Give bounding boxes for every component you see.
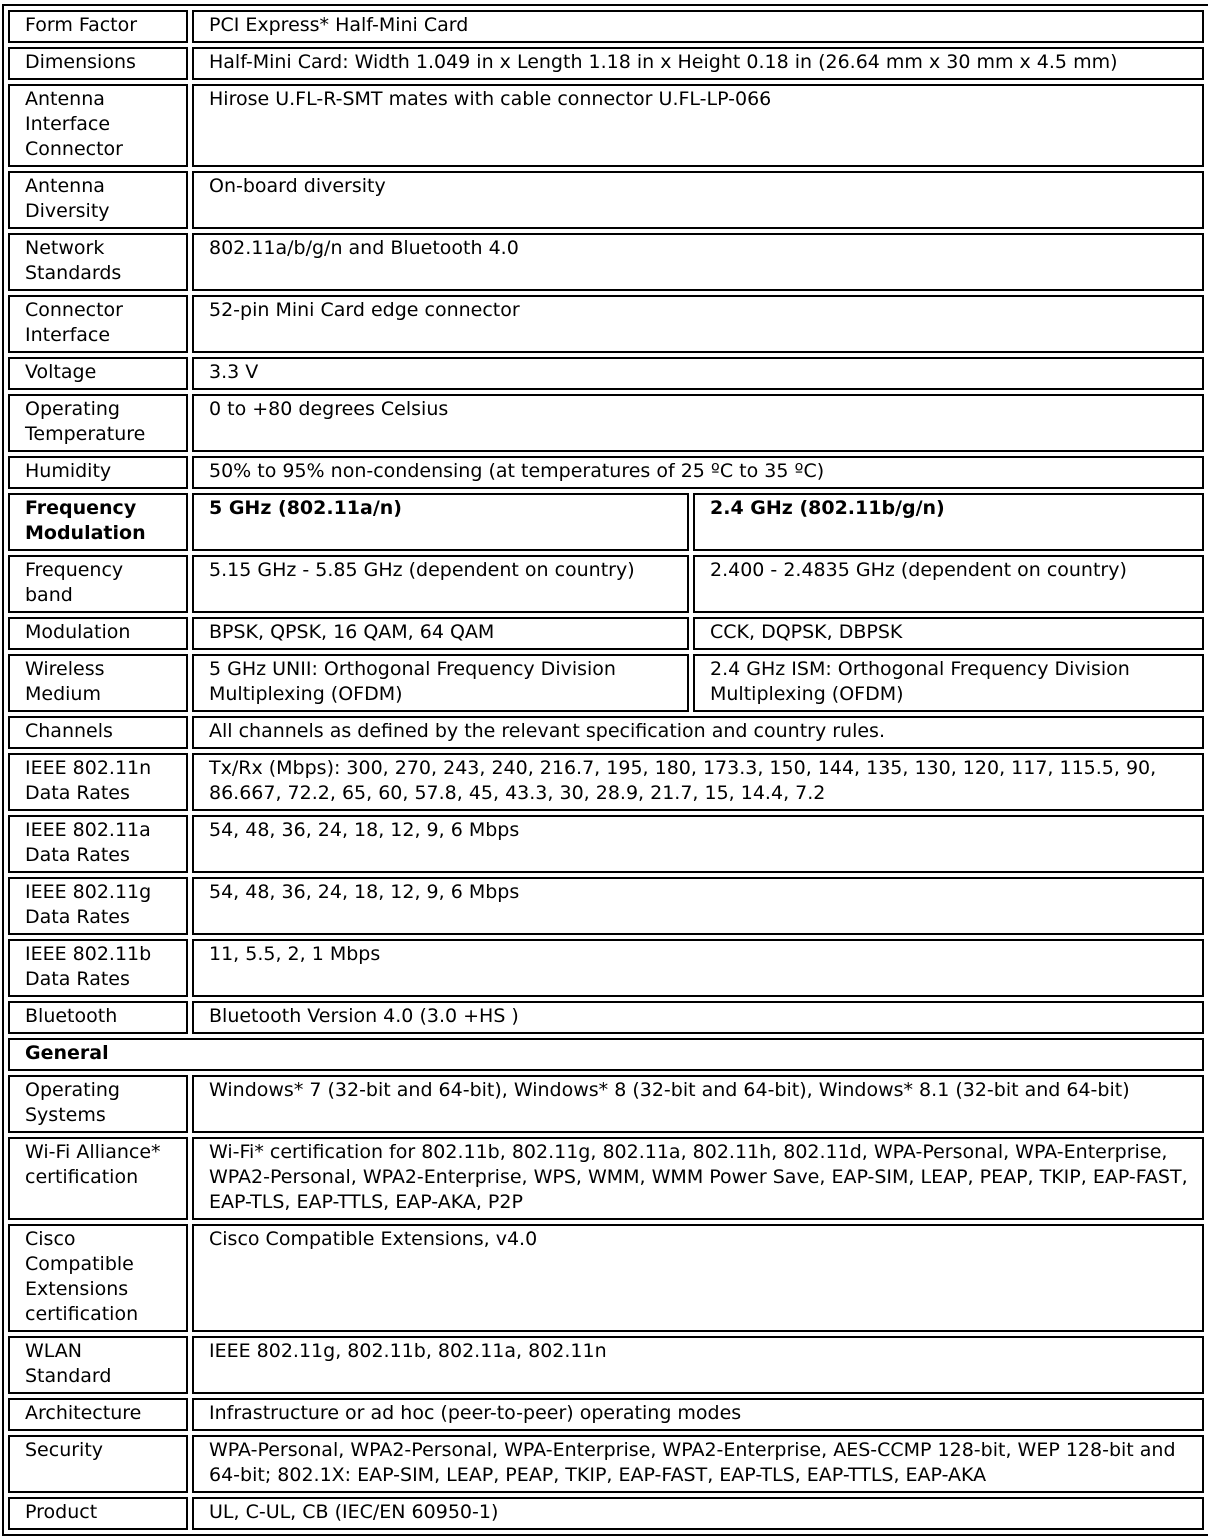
row-value: UL, C-UL, CB (IEC/EN 60950-1) [192,1497,1204,1530]
table-row [8,1497,1204,1530]
value-5ghz: BPSK, QPSK, 16 QAM, 64 QAM [192,617,689,650]
row-label: WLAN Standard [8,1336,188,1394]
table-row [8,555,1204,613]
table-row [8,357,1204,390]
table-row [8,456,1204,489]
table-row [8,877,1204,935]
row-value: 50% to 95% non-condensing (at temperatures of 25 ºC to 35 ºC) [192,456,1204,489]
row-label: IEEE 802.11b Data Rates [8,939,188,997]
row-label: Operating Temperature [8,394,188,452]
row-value: IEEE 802.11g, 802.11b, 802.11a, 802.11n [192,1336,1204,1394]
row-value: 802.11a/b/g/n and Bluetooth 4.0 [192,233,1204,291]
table-row [8,84,1204,167]
row-value: On-board diversity [192,171,1204,229]
row-label: Modulation [8,617,188,650]
table-row [8,1435,1204,1493]
row-label: Antenna Interface Connector [8,84,188,167]
row-label: Operating Systems [8,1075,188,1133]
value-2-4ghz: 2.400 - 2.4835 GHz (dependent on country) [693,555,1204,613]
table-row [8,617,1204,650]
row-value: Windows* 7 (32-bit and 64-bit), Windows* 8 (32-bit and 64-bit), Windows* 8.1 (32-bit and 64-bit) [192,1075,1204,1133]
table-row [8,1001,1204,1034]
table-row [8,815,1204,873]
row-label: Bluetooth [8,1001,188,1034]
row-label: Product [8,1497,188,1530]
table-row [8,10,1204,43]
column-heading-2-4ghz: 2.4 GHz (802.11b/g/n) [693,493,1204,551]
value-5ghz: 5 GHz UNII: Orthogonal Frequency Division Multiplexing (OFDM) [192,654,689,712]
table-row [8,233,1204,291]
row-label: IEEE 802.11n Data Rates [8,753,188,811]
table-row [8,394,1204,452]
row-value: 11, 5.5, 2, 1 Mbps [192,939,1204,997]
table-row [8,1075,1204,1133]
column-heading-5ghz: 5 GHz (802.11a/n) [192,493,689,551]
row-value: Hirose U.FL-R-SMT mates with cable connector U.FL-LP-066 [192,84,1204,167]
row-label: Voltage [8,357,188,390]
row-value: Cisco Compatible Extensions, v4.0 [192,1224,1204,1332]
table-row [8,1398,1204,1431]
row-label: Security [8,1435,188,1493]
general-section-row [8,1038,1204,1071]
table-row [8,1224,1204,1332]
table-row [8,295,1204,353]
value-2-4ghz: CCK, DQPSK, DBPSK [693,617,1204,650]
general-heading: General [8,1038,1204,1071]
row-value: 0 to +80 degrees Celsius [192,394,1204,452]
row-label: Dimensions [8,47,188,80]
row-value: 54, 48, 36, 24, 18, 12, 9, 6 Mbps [192,815,1204,873]
row-label: IEEE 802.11a Data Rates [8,815,188,873]
row-label: Wi-Fi Alliance* certification [8,1137,188,1220]
row-value: Bluetooth Version 4.0 (3.0 +HS ) [192,1001,1204,1034]
row-label: Network Standards [8,233,188,291]
row-value: 54, 48, 36, 24, 18, 12, 9, 6 Mbps [192,877,1204,935]
table-row [8,654,1204,712]
row-value: WPA-Personal, WPA2-Personal, WPA-Enterprise, WPA2-Enterprise, AES-CCMP 128-bit, WEP 128-bit and 64-bit; 802.1X: EAP-SIM, LEAP, PEAP, TKIP, EAP-FAST, EAP-TLS, EAP-TTLS, EAP-AKA [192,1435,1204,1493]
table-row [8,716,1204,749]
row-label: Cisco Compatible Extensions certification [8,1224,188,1332]
row-label: Connector Interface [8,295,188,353]
row-value: 3.3 V [192,357,1204,390]
row-value: Infrastructure or ad hoc (peer-to-peer) operating modes [192,1398,1204,1431]
row-value: Half-Mini Card: Width 1.049 in x Length 1.18 in x Height 0.18 in (26.64 mm x 30 mm x 4.5 mm) [192,47,1204,80]
row-value: 52-pin Mini Card edge connector [192,295,1204,353]
table-row [8,753,1204,811]
row-label: Humidity [8,456,188,489]
frequency-header-row [8,493,1204,551]
row-value: Wi-Fi* certification for 802.11b, 802.11g, 802.11a, 802.11h, 802.11d, WPA-Personal, WPA-Enterprise, WPA2-Personal, WPA2-Enterprise, WPS, WMM, WMM Power Save, EAP-SIM, LEAP, PEAP, TKIP, EAP-FAST, EAP-TLS, EAP-TTLS, EAP-AKA, P2P [192,1137,1204,1220]
specifications-table [2,4,1208,1536]
row-label: IEEE 802.11g Data Rates [8,877,188,935]
row-label: Architecture [8,1398,188,1431]
row-label: Frequency band [8,555,188,613]
row-value: PCI Express* Half-Mini Card [192,10,1204,43]
table-row [8,1137,1204,1220]
value-2-4ghz: 2.4 GHz ISM: Orthogonal Frequency Division Multiplexing (OFDM) [693,654,1204,712]
table-row [8,47,1204,80]
value-5ghz: 5.15 GHz - 5.85 GHz (dependent on country) [192,555,689,613]
table-row [8,939,1204,997]
table-row [8,171,1204,229]
row-value: All channels as defined by the relevant specification and country rules. [192,716,1204,749]
row-value: Tx/Rx (Mbps): 300, 270, 243, 240, 216.7, 195, 180, 173.3, 150, 144, 135, 130, 120, 117, 115.5, 90, 86.667, 72.2, 65, 60, 57.8, 45, 43.3, 30, 28.9, 21.7, 15, 14.4, 7.2 [192,753,1204,811]
row-label: Channels [8,716,188,749]
row-label: Wireless Medium [8,654,188,712]
spec-sheet [2,4,1202,1536]
row-label: Form Factor [8,10,188,43]
row-label: Antenna Diversity [8,171,188,229]
frequency-modulation-heading: Frequency Modulation [8,493,188,551]
table-row [8,1336,1204,1394]
